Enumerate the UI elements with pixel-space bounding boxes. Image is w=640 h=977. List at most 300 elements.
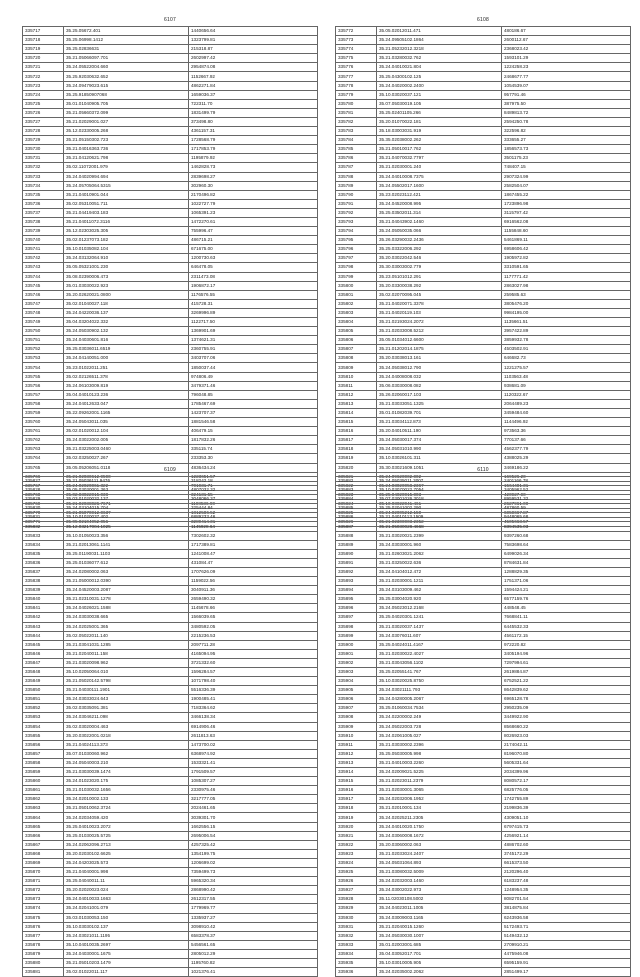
row-id-cell: 335770 <box>23 508 64 517</box>
row-id-cell: 335774 <box>336 45 377 54</box>
amount-cell: 2954874.08 <box>189 63 318 72</box>
row-id-cell: 335745 <box>23 281 64 290</box>
row-id-cell: 335761 <box>23 427 64 436</box>
table-row <box>23 795 318 804</box>
row-id-cell: 335729 <box>23 136 64 145</box>
table-row <box>336 45 631 54</box>
row-id-cell: 335804 <box>336 318 377 327</box>
row-id-cell: 335847 <box>23 658 64 667</box>
row-id-cell: 335926 <box>336 877 377 886</box>
row-id-cell: 335885 <box>336 504 377 513</box>
panel-title: 6107 <box>164 17 176 23</box>
row-id-cell: 335752 <box>23 345 64 354</box>
row-id-cell: 335913 <box>336 758 377 767</box>
account-code-cell: 35.21.03080032.5009 <box>377 868 502 877</box>
row-id-cell: 335861 <box>23 786 64 795</box>
row-id-cell: 335897 <box>336 613 377 622</box>
row-id-cell: 335735 <box>23 190 64 199</box>
row-id-cell: 335864 <box>23 813 64 822</box>
amount-cell: 6368974.92 <box>189 749 318 758</box>
row-id-cell: 335734 <box>23 181 64 190</box>
amount-cell: 3115797.42 <box>502 208 631 217</box>
row-id-cell: 335790 <box>336 190 377 199</box>
row-id-cell: 335820 <box>336 463 377 472</box>
row-id-cell: 335769 <box>23 499 64 508</box>
table-row <box>336 408 631 417</box>
amount-cell: 1054539.07 <box>502 81 631 90</box>
account-code-cell: 35.10.03010005.905 <box>377 958 502 967</box>
account-code-cell: 35.24.09479023.615 <box>64 81 189 90</box>
row-id-cell: 335763 <box>23 445 64 454</box>
account-code-cell: 35.24.04008008.032 <box>377 372 502 381</box>
table-row <box>23 81 318 90</box>
row-id-cell: 335835 <box>23 549 64 558</box>
table-row <box>23 418 318 427</box>
row-id-cell: 335724 <box>23 90 64 99</box>
account-code-cell: 35.24.04010020.1750 <box>377 822 502 831</box>
table-row <box>336 336 631 345</box>
ledger-table <box>335 26 631 527</box>
account-code-cell: 35.24.02032003.1460 <box>377 877 502 886</box>
amount-cell: 1566039.65 <box>189 613 318 622</box>
row-id-cell: 335807 <box>336 345 377 354</box>
table-row <box>336 418 631 427</box>
table-row <box>23 272 318 281</box>
account-code-cell: 35.24.04220036.137 <box>64 308 189 317</box>
amount-cell: 2582504.07 <box>502 181 631 190</box>
amount-cell: 1155848.60 <box>502 227 631 236</box>
row-id-cell: 335781 <box>336 108 377 117</box>
amount-cell: 6577159.76 <box>502 595 631 604</box>
amount-cell: 4503502.91 <box>502 345 631 354</box>
row-id-cell: 335733 <box>23 172 64 181</box>
row-id-cell: 335784 <box>336 136 377 145</box>
account-code-cell: 35.25.03036011.6519 <box>64 345 189 354</box>
amount-cell: 3859932.78 <box>502 336 631 345</box>
table-row <box>23 245 318 254</box>
amount-cell: 387975.50 <box>502 99 631 108</box>
table-row <box>336 558 631 567</box>
panel-title: 6110 <box>477 467 489 473</box>
row-id-cell: 335912 <box>336 749 377 758</box>
row-id-cell: 335827 <box>23 477 64 486</box>
account-code-cell: 35.02.11072001.979 <box>64 163 189 172</box>
account-code-cell: 35.25.03322006.292 <box>377 245 502 254</box>
account-code-cell: 35.24.04010033.1663 <box>64 895 189 904</box>
table-row <box>23 236 318 245</box>
row-id-cell: 335878 <box>23 940 64 949</box>
table-row <box>336 531 631 540</box>
account-code-cell: 35.25.04020015.003 <box>377 490 502 499</box>
row-id-cell: 335744 <box>23 272 64 281</box>
amount-cell: 6499026.34 <box>502 549 631 558</box>
account-code-cell: 35.25.03502011.314 <box>377 208 502 217</box>
table-row <box>336 117 631 126</box>
amount-cell: 3449922.90 <box>502 713 631 722</box>
table-row <box>23 913 318 922</box>
amount-cell: 1354199.75 <box>189 849 318 858</box>
amount-cell: 1593101.29 <box>502 54 631 63</box>
amount-cell: 4257325.42 <box>189 840 318 849</box>
row-id-cell: 335738 <box>23 217 64 226</box>
row-id-cell: 335801 <box>336 290 377 299</box>
amount-cell: 1472270.61 <box>189 217 318 226</box>
account-code-cell: 35.20.02020023.024 <box>64 886 189 895</box>
amount-cell: 6914906.46 <box>189 722 318 731</box>
account-code-cell: 35.20.02620021.0800 <box>64 290 189 299</box>
row-id-cell: 335851 <box>23 695 64 704</box>
amount-cell: 3745172.29 <box>502 849 631 858</box>
row-id-cell: 335832 <box>23 522 64 531</box>
account-code-cell: 35.24.03002022.973 <box>377 886 502 895</box>
amount-cell: 1223651.57 <box>189 472 318 481</box>
account-code-cell: 35.20.03022001.0218 <box>64 731 189 740</box>
amount-cell: 6889233.46 <box>189 513 318 522</box>
row-id-cell: 335722 <box>23 72 64 81</box>
table-row <box>336 658 631 667</box>
row-id-cell: 335765 <box>23 463 64 472</box>
table-row <box>23 740 318 749</box>
account-code-cell: 35.21.02603021.2062 <box>377 549 502 558</box>
amount-cell: 1200730.63 <box>189 254 318 263</box>
account-code-cell: 35.21.05010017.762 <box>377 145 502 154</box>
table-row <box>23 372 318 381</box>
account-code-cell: 35.21.02030001.3065 <box>377 786 502 795</box>
table-row <box>336 290 631 299</box>
amount-cell: 1659036.37 <box>189 90 318 99</box>
account-code-cell: 35.21.05030028.4668 <box>377 522 502 531</box>
table-row <box>336 886 631 895</box>
table-row <box>23 54 318 63</box>
account-code-cell: 35.21.04030111.1901 <box>64 686 189 695</box>
account-code-cell: 35.21.04120621.798 <box>64 154 189 163</box>
row-id-cell: 335888 <box>336 531 377 540</box>
amount-cell: 6965128.78 <box>502 695 631 704</box>
table-row <box>336 831 631 840</box>
amount-cell: 318242.18 <box>189 477 318 486</box>
table-row <box>336 308 631 317</box>
account-code-cell: 35.24.02010002.133 <box>64 795 189 804</box>
table-row <box>336 622 631 631</box>
row-id-cell: 335915 <box>336 777 377 786</box>
row-id-cell: 335884 <box>336 495 377 504</box>
row-id-cell: 335929 <box>336 904 377 913</box>
table-row <box>23 895 318 904</box>
account-code-cell: 35.24.04023011.1005 <box>377 904 502 913</box>
account-code-cell: 35.24.04010008.7375 <box>377 172 502 181</box>
table-row <box>336 445 631 454</box>
amount-cell: 1120322.67 <box>502 390 631 399</box>
row-id-cell: 335783 <box>336 127 377 136</box>
account-code-cell: 35.25.01060034.7534 <box>377 704 502 713</box>
row-id-cell: 335799 <box>336 272 377 281</box>
amount-cell: 1905972.82 <box>502 254 631 263</box>
table-row <box>23 381 318 390</box>
table-row <box>23 427 318 436</box>
account-code-cell: 35.21.04020071.3378 <box>377 299 502 308</box>
account-code-cell: 35.21.05036111.9476 <box>64 477 189 486</box>
table-row <box>336 677 631 686</box>
ledger-table <box>22 476 318 977</box>
table-row <box>336 63 631 72</box>
amount-cell: 722311.70 <box>189 99 318 108</box>
amount-cell: 2468677.77 <box>502 72 631 81</box>
amount-cell: 324131.55 <box>189 490 318 499</box>
amount-cell: 2360755.91 <box>189 345 318 354</box>
row-id-cell: 335746 <box>23 290 64 299</box>
row-id-cell: 335866 <box>23 831 64 840</box>
table-row <box>336 217 631 226</box>
account-code-cell: 35.02.03022015.038 <box>64 490 189 499</box>
table-row <box>336 486 631 495</box>
account-code-cell: 35.24.05030030.1007 <box>377 931 502 940</box>
row-id-cell: 335721 <box>23 63 64 72</box>
table-row <box>23 254 318 263</box>
row-id-cell: 335828 <box>23 486 64 495</box>
amount-cell: 1723896.98 <box>502 199 631 208</box>
amount-cell: 3466138.34 <box>189 713 318 722</box>
amount-cell: 8489813.72 <box>502 108 631 117</box>
row-id-cell: 335766 <box>23 472 64 481</box>
row-id-cell: 335907 <box>336 704 377 713</box>
amount-cell: 487860.59 <box>502 504 631 513</box>
amount-cell: 3039301.70 <box>189 813 318 822</box>
account-code-cell: 35.20.02030102.6625 <box>64 849 189 858</box>
amount-cell: 480186.67 <box>502 27 631 36</box>
account-code-cell: 35.21.03280032.762 <box>377 54 502 63</box>
table-row <box>23 768 318 777</box>
amount-cell: 215318.87 <box>189 45 318 54</box>
amount-cell: 1152667.92 <box>189 72 318 81</box>
table-row <box>336 127 631 136</box>
amount-cell: 4561172.15 <box>502 631 631 640</box>
table-row <box>23 318 318 327</box>
amount-cell: 169526.20 <box>502 472 631 481</box>
account-code-cell: 35.21.03020021.2399 <box>377 531 502 540</box>
amount-cell: 671675.00 <box>189 245 318 254</box>
row-id-cell: 335845 <box>23 640 64 649</box>
amount-cell: 2612317.55 <box>189 895 318 904</box>
row-id-cell: 335896 <box>336 604 377 613</box>
amount-cell: 486715.21 <box>189 236 318 245</box>
amount-cell: 3040911.36 <box>189 586 318 595</box>
table-row <box>23 813 318 822</box>
account-code-cell: 35.21.01202014.1875 <box>377 345 502 354</box>
amount-cell: 3405194.96 <box>502 649 631 658</box>
table-row <box>336 822 631 831</box>
amount-cell: 770137.66 <box>502 436 631 445</box>
row-id-cell: 335904 <box>336 677 377 686</box>
account-code-cell: 35.02.01022011.117 <box>64 968 189 977</box>
table-row <box>336 649 631 658</box>
account-code-cell: 35.02.03020004.463 <box>64 722 189 731</box>
account-code-cell: 35.21.03225003.0460 <box>64 445 189 454</box>
row-id-cell: 335762 <box>23 436 64 445</box>
row-id-cell: 335919 <box>336 813 377 822</box>
table-row <box>23 531 318 540</box>
account-code-cell: 35.21.03030002.2396 <box>377 740 502 749</box>
table-row <box>336 849 631 858</box>
row-id-cell: 335772 <box>336 27 377 36</box>
amount-cell: 1195879.92 <box>189 154 318 163</box>
account-code-cell: 35.21.05150302.723 <box>64 136 189 145</box>
table-row <box>336 868 631 877</box>
account-code-cell: 35.24.03103009.462 <box>377 586 502 595</box>
row-id-cell: 335927 <box>336 886 377 895</box>
table-row <box>336 390 631 399</box>
row-id-cell: 335800 <box>336 281 377 290</box>
row-id-cell: 335920 <box>336 822 377 831</box>
row-id-cell: 335764 <box>23 454 64 463</box>
table-row <box>23 731 318 740</box>
table-row <box>23 36 318 45</box>
amount-cell: 233353.30 <box>189 454 318 463</box>
table-row <box>23 486 318 495</box>
amount-cell: 7297994.61 <box>502 658 631 667</box>
row-id-cell: 335767 <box>23 481 64 490</box>
amount-cell: 5516336.39 <box>189 686 318 695</box>
account-code-cell: 35.20.03022042.546 <box>377 254 502 263</box>
row-id-cell: 335731 <box>23 154 64 163</box>
row-id-cell: 335778 <box>336 81 377 90</box>
amount-cell: 3814875.84 <box>502 904 631 913</box>
row-id-cell: 335880 <box>23 958 64 967</box>
account-code-cell: 35.24.02005212.150 <box>377 508 502 517</box>
account-code-cell: 35.04.03204022.332 <box>64 318 189 327</box>
amount-cell: 2839698.27 <box>189 172 318 181</box>
table-row <box>23 72 318 81</box>
row-id-cell: 335750 <box>23 327 64 336</box>
table-row <box>23 163 318 172</box>
amount-cell: 2611813.63 <box>189 731 318 740</box>
account-code-cell: 35.24.02034059.420 <box>64 813 189 822</box>
amount-cell: 7583698.64 <box>502 540 631 549</box>
row-id-cell: 335826 <box>336 518 377 527</box>
table-row <box>23 858 318 867</box>
panel-title: 6108 <box>477 17 489 23</box>
account-code-cell: 35.05.05321001.230 <box>64 263 189 272</box>
row-id-cell: 335874 <box>23 904 64 913</box>
account-code-cell: 35.02.01237073.182 <box>64 236 189 245</box>
account-code-cell: 35.21.04010003.2260 <box>377 758 502 767</box>
table-row <box>336 154 631 163</box>
table-row <box>23 958 318 967</box>
row-id-cell: 335789 <box>336 181 377 190</box>
account-code-cell: 35.05.05206051.0118 <box>64 463 189 472</box>
table-row <box>336 913 631 922</box>
account-code-cell: 35.21.02038026.7671 <box>64 499 189 508</box>
account-code-cell: 35.24.04140051.000 <box>64 354 189 363</box>
account-code-cell: 35.21.02030022.4027 <box>377 649 502 658</box>
account-code-cell: 35.24.02020061.322 <box>64 481 189 490</box>
table-row <box>336 640 631 649</box>
account-code-cell: 35.21.02030612.9590 <box>64 472 189 481</box>
row-id-cell: 335824 <box>336 499 377 508</box>
amount-cell: 2097711.28 <box>189 640 318 649</box>
row-id-cell: 335755 <box>23 372 64 381</box>
amount-cell: 4309051.10 <box>502 813 631 822</box>
account-code-cell: 35.08.02390006.473 <box>64 272 189 281</box>
table-row <box>336 108 631 117</box>
table-row <box>23 399 318 408</box>
row-id-cell: 335754 <box>23 363 64 372</box>
table-row <box>23 263 318 272</box>
table-row <box>23 504 318 513</box>
amount-cell: 2851499.17 <box>502 968 631 977</box>
table-row <box>23 577 318 586</box>
account-code-cell: 35.24.03033024.643 <box>64 695 189 704</box>
row-id-cell: 335816 <box>336 427 377 436</box>
table-row <box>23 558 318 567</box>
table-row <box>23 495 318 504</box>
amount-cell: 755996.47 <box>189 227 318 236</box>
amount-cell: 2950235.09 <box>502 704 631 713</box>
table-row <box>23 877 318 886</box>
amount-cell: 6583378.37 <box>189 931 318 940</box>
row-id-cell: 335720 <box>23 54 64 63</box>
amount-cell: 2594250.78 <box>502 117 631 126</box>
row-id-cell: 335717 <box>23 27 64 36</box>
account-code-cell: 35.26.03290032.2436 <box>377 236 502 245</box>
amount-cell: 2868990.42 <box>189 886 318 895</box>
ledger-table <box>22 26 318 527</box>
table-row <box>336 840 631 849</box>
row-id-cell: 335726 <box>23 108 64 117</box>
table-row <box>23 299 318 308</box>
account-code-cell: 35.01.03030022.923 <box>64 281 189 290</box>
amount-cell: 4475946.08 <box>502 949 631 958</box>
row-id-cell: 335859 <box>23 768 64 777</box>
account-code-cell: 35.21.05020142.5798 <box>64 677 189 686</box>
amount-cell: 7183364.62 <box>189 704 318 713</box>
row-id-cell: 335843 <box>23 622 64 631</box>
row-id-cell: 335741 <box>23 245 64 254</box>
table-row <box>336 163 631 172</box>
amount-cell: 1103563.48 <box>502 372 631 381</box>
table-row <box>23 477 318 486</box>
row-id-cell: 335911 <box>336 740 377 749</box>
amount-cell: 4807032.32 <box>189 486 318 495</box>
row-id-cell: 335850 <box>23 686 64 695</box>
row-id-cell: 335891 <box>336 558 377 567</box>
table-row <box>23 840 318 849</box>
account-code-cell: 35.24.03046211.098 <box>64 713 189 722</box>
amount-cell: 7302602.32 <box>189 531 318 540</box>
table-row <box>23 704 318 713</box>
table-row <box>23 336 318 345</box>
table-row <box>23 549 318 558</box>
amount-cell: 415728.31 <box>189 299 318 308</box>
table-row <box>336 90 631 99</box>
account-code-cell: 35.02.05022011.140 <box>64 631 189 640</box>
account-code-cell: 35.25.01190031.1103 <box>64 549 189 558</box>
amount-cell: 3480592.05 <box>189 622 318 631</box>
row-id-cell: 335779 <box>336 90 377 99</box>
row-id-cell: 335849 <box>23 677 64 686</box>
account-code-cell: 35.21.04419403.183 <box>64 208 189 217</box>
amount-cell: 3289414.31 <box>189 518 318 527</box>
account-code-cell: 35.21.03020037.1437 <box>377 622 502 631</box>
table-row <box>23 595 318 604</box>
table-row <box>336 740 631 749</box>
table-row <box>23 513 318 522</box>
row-id-cell: 335787 <box>336 163 377 172</box>
row-id-cell: 335771 <box>23 518 64 527</box>
row-id-cell: 335819 <box>336 454 377 463</box>
table-row <box>23 904 318 913</box>
account-code-cell: 35.24.05030017.374 <box>377 436 502 445</box>
table-row <box>23 922 318 931</box>
